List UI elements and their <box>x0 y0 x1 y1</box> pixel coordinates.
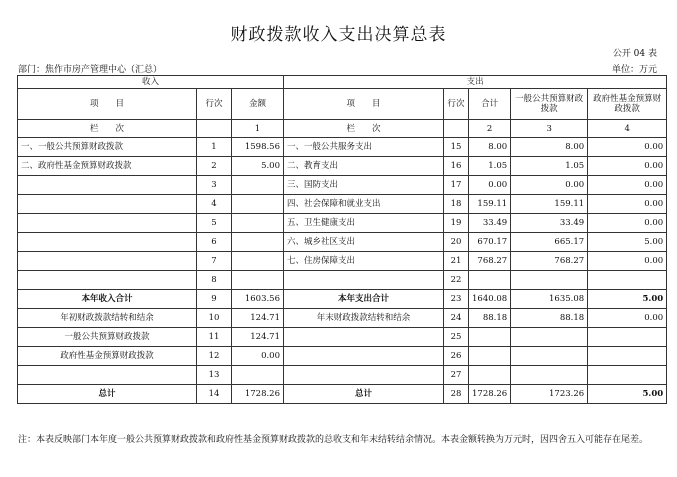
income-rowno-cell: 14 <box>197 385 232 404</box>
unit-label: 单位：万元 <box>611 65 657 75</box>
expense-total-cell: 8.00 <box>469 138 511 157</box>
income-amount-cell <box>232 233 284 252</box>
income-rowno-cell: 2 <box>197 157 232 176</box>
income-item-cell <box>18 366 197 385</box>
income-rowno-cell: 4 <box>197 195 232 214</box>
expense-total-cell: 670.17 <box>469 233 511 252</box>
expense-item-cell: 总计 <box>284 385 444 404</box>
expense-item-header: 项 目 <box>284 89 444 120</box>
income-amount-cell: 1603.56 <box>232 290 284 309</box>
expense-item-cell: 三、国防支出 <box>284 176 444 195</box>
expense-total-cell <box>469 366 511 385</box>
col-index-4: 4 <box>588 120 667 138</box>
general-budget-cell: 88.18 <box>511 309 588 328</box>
table-row <box>18 214 667 233</box>
lan-ci-expense: 栏 次 <box>284 120 444 138</box>
general-budget-cell: 0.00 <box>511 176 588 195</box>
income-amount-cell <box>232 252 284 271</box>
gov-fund-header: 政府性基金预算财政拨款 <box>588 89 667 120</box>
general-budget-cell: 665.17 <box>511 233 588 252</box>
general-budget-cell: 1.05 <box>511 157 588 176</box>
table-row <box>18 366 667 385</box>
expense-rowno-cell: 19 <box>444 214 469 233</box>
table-row <box>18 309 667 328</box>
expense-total-cell: 88.18 <box>469 309 511 328</box>
expense-total-cell: 159.11 <box>469 195 511 214</box>
table-row <box>18 271 667 290</box>
table-row <box>18 233 667 252</box>
expense-item-cell: 年末财政拨款结转和结余 <box>284 309 444 328</box>
income-item-header: 项 目 <box>18 89 197 120</box>
income-rowno-cell: 8 <box>197 271 232 290</box>
income-rowno-cell: 6 <box>197 233 232 252</box>
expense-rowno-header: 行次 <box>444 89 469 120</box>
expense-rowno-cell: 21 <box>444 252 469 271</box>
income-header: 收入 <box>18 76 284 89</box>
income-rowno-cell: 13 <box>197 366 232 385</box>
table-row <box>18 328 667 347</box>
income-item-cell: 总计 <box>18 385 197 404</box>
expense-rowno-cell: 27 <box>444 366 469 385</box>
form-number: 公开 04 表 <box>612 49 657 59</box>
expense-total-cell: 33.49 <box>469 214 511 233</box>
header-row-columns <box>18 89 667 120</box>
general-budget-cell: 8.00 <box>511 138 588 157</box>
expense-rowno-cell: 22 <box>444 271 469 290</box>
expense-total-cell: 1640.08 <box>469 290 511 309</box>
page-title: 财政拨款收入支出决算总表 <box>230 25 447 45</box>
table-row <box>18 195 667 214</box>
expense-rowno-cell: 20 <box>444 233 469 252</box>
expense-total-cell: 1.05 <box>469 157 511 176</box>
income-amount-cell: 124.71 <box>232 309 284 328</box>
expense-rowno-cell: 25 <box>444 328 469 347</box>
gov-fund-cell <box>588 271 667 290</box>
income-amount-cell: 5.00 <box>232 157 284 176</box>
expense-item-cell: 二、教育支出 <box>284 157 444 176</box>
table-row <box>18 176 667 195</box>
general-budget-cell <box>511 271 588 290</box>
expense-item-cell <box>284 347 444 366</box>
income-rowno-cell: 3 <box>197 176 232 195</box>
expense-item-cell: 七、住房保障支出 <box>284 252 444 271</box>
general-budget-cell: 1723.26 <box>511 385 588 404</box>
table-row <box>18 157 667 176</box>
table-row <box>18 290 667 309</box>
income-amount-cell: 0.00 <box>232 347 284 366</box>
expense-rowno-cell: 16 <box>444 157 469 176</box>
income-rowno-cell: 5 <box>197 214 232 233</box>
general-budget-cell <box>511 366 588 385</box>
general-budget-cell: 768.27 <box>511 252 588 271</box>
table-row <box>18 385 667 404</box>
header-row-column-index <box>18 120 667 138</box>
empty-cell <box>197 120 232 138</box>
expense-header: 支出 <box>284 76 667 89</box>
gov-fund-cell: 5.00 <box>588 290 667 309</box>
expense-rowno-cell: 28 <box>444 385 469 404</box>
general-budget-cell: 159.11 <box>511 195 588 214</box>
income-rowno-cell: 11 <box>197 328 232 347</box>
expense-item-cell: 五、卫生健康支出 <box>284 214 444 233</box>
expense-rowno-cell: 15 <box>444 138 469 157</box>
income-item-cell: 一般公共预算财政拨款 <box>18 328 197 347</box>
income-item-cell: 本年收入合计 <box>18 290 197 309</box>
income-amount-cell: 124.71 <box>232 328 284 347</box>
gov-fund-cell: 5.00 <box>588 233 667 252</box>
expense-item-cell: 本年支出合计 <box>284 290 444 309</box>
general-budget-cell: 1635.08 <box>511 290 588 309</box>
expense-total-cell: 0.00 <box>469 176 511 195</box>
expense-total-cell <box>469 328 511 347</box>
gov-fund-cell: 0.00 <box>588 309 667 328</box>
gov-fund-cell: 0.00 <box>588 214 667 233</box>
expense-total-cell: 1728.26 <box>469 385 511 404</box>
expense-item-cell <box>284 271 444 290</box>
income-item-cell: 政府性基金预算财政拨款 <box>18 347 197 366</box>
table-row <box>18 138 667 157</box>
gov-fund-cell: 5.00 <box>588 385 667 404</box>
expense-rowno-cell: 26 <box>444 347 469 366</box>
gov-fund-cell: 0.00 <box>588 157 667 176</box>
gov-fund-cell: 0.00 <box>588 176 667 195</box>
col-index-3: 3 <box>511 120 588 138</box>
expense-total-cell <box>469 347 511 366</box>
income-item-cell <box>18 195 197 214</box>
expense-rowno-cell: 17 <box>444 176 469 195</box>
expense-total-cell <box>469 271 511 290</box>
expense-total-cell: 768.27 <box>469 252 511 271</box>
table-row <box>18 347 667 366</box>
income-item-cell <box>18 252 197 271</box>
expense-item-cell: 一、一般公共服务支出 <box>284 138 444 157</box>
expense-rowno-cell: 18 <box>444 195 469 214</box>
income-item-cell: 年初财政拨款结转和结余 <box>18 309 197 328</box>
empty-cell <box>444 120 469 138</box>
general-budget-header: 一般公共预算财政拨款 <box>511 89 588 120</box>
gov-fund-cell <box>588 347 667 366</box>
gov-fund-cell: 0.00 <box>588 138 667 157</box>
income-amount-cell: 1598.56 <box>232 138 284 157</box>
income-amount-cell: 1728.26 <box>232 385 284 404</box>
expense-rowno-cell: 24 <box>444 309 469 328</box>
footnote: 注：本表反映部门本年度一般公共预算财政拨款和政府性基金预算财政拨款的总收支和年末结转结余情况。本表金额转换为万元时，因四舍五入可能存在尾差。 <box>18 435 649 445</box>
income-rowno-cell: 12 <box>197 347 232 366</box>
gov-fund-cell: 0.00 <box>588 252 667 271</box>
expense-item-cell <box>284 366 444 385</box>
income-amount-cell <box>232 176 284 195</box>
income-amount-cell <box>232 195 284 214</box>
department-label: 部门：焦作市房产管理中心（汇总） <box>18 65 163 75</box>
income-item-cell <box>18 176 197 195</box>
income-amount-cell <box>232 214 284 233</box>
expense-item-cell: 四、社会保障和就业支出 <box>284 195 444 214</box>
income-item-cell <box>18 271 197 290</box>
expense-item-cell <box>284 328 444 347</box>
gov-fund-cell <box>588 328 667 347</box>
income-item-cell: 一、一般公共预算财政拨款 <box>18 138 197 157</box>
income-item-cell <box>18 214 197 233</box>
income-rowno-cell: 7 <box>197 252 232 271</box>
header-row-section <box>18 76 667 89</box>
income-rowno-cell: 9 <box>197 290 232 309</box>
expense-total-header: 合计 <box>469 89 511 120</box>
income-rowno-cell: 10 <box>197 309 232 328</box>
gov-fund-cell <box>588 366 667 385</box>
income-rowno-cell: 1 <box>197 138 232 157</box>
budget-table <box>17 75 667 404</box>
income-amount-cell <box>232 366 284 385</box>
income-rowno-header: 行次 <box>197 89 232 120</box>
income-amount-header: 金额 <box>232 89 284 120</box>
col-index-1: 1 <box>232 120 284 138</box>
gov-fund-cell: 0.00 <box>588 195 667 214</box>
col-index-2: 2 <box>469 120 511 138</box>
income-item-cell <box>18 233 197 252</box>
expense-rowno-cell: 23 <box>444 290 469 309</box>
table-row <box>18 252 667 271</box>
general-budget-cell: 33.49 <box>511 214 588 233</box>
general-budget-cell <box>511 328 588 347</box>
expense-item-cell: 六、城乡社区支出 <box>284 233 444 252</box>
income-item-cell: 二、政府性基金预算财政拨款 <box>18 157 197 176</box>
income-amount-cell <box>232 271 284 290</box>
lan-ci-income: 栏 次 <box>18 120 197 138</box>
general-budget-cell <box>511 347 588 366</box>
